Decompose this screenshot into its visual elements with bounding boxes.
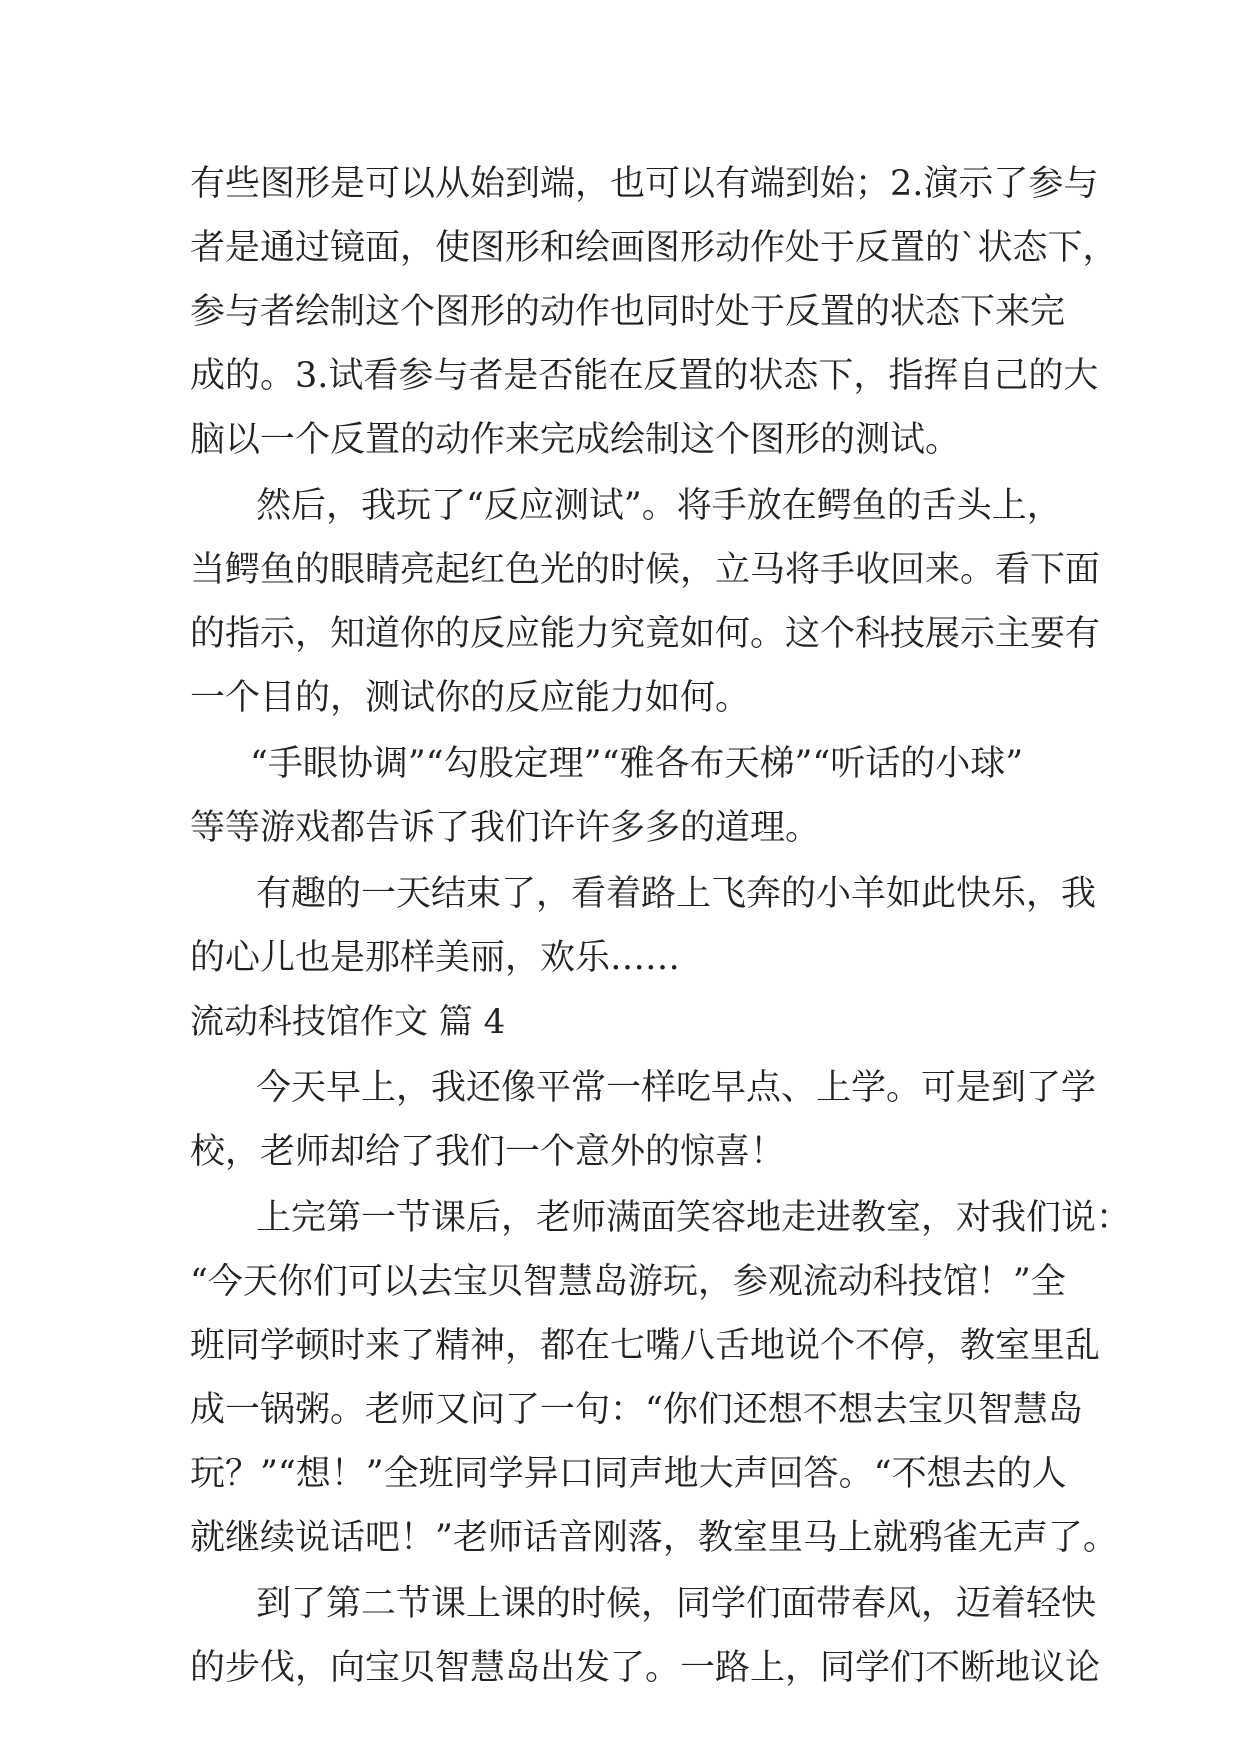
paragraph-first-line: 今天早上，我还像平常一样吃早点、上学。可是到了学 <box>256 1068 1097 1108</box>
paragraph-first-line: 上完第一节课后，老师满面笑容地走进教室，对我们说： <box>256 1198 1132 1238</box>
paragraph-first-line: 然后，我玩了“反应测试”。将手放在鳄鱼的舌头上， <box>256 486 1062 526</box>
text-line: “今天你们可以去宝贝智慧岛游玩，参观流动科技馆！”全 <box>190 1262 1066 1302</box>
text-line: 成一锅粥。老师又问了一句：“你们还想不想去宝贝智慧岛 <box>190 1390 1083 1430</box>
section-heading: 流动科技馆作文 篇 4 <box>190 1002 506 1042</box>
text-line: 脑以一个反置的动作来完成绘制这个图形的测试。 <box>190 420 961 460</box>
text-line: 就继续说话吧！”老师话音刚落，教室里马上就鸦雀无声了。 <box>190 1518 1118 1558</box>
text-line: 等等游戏都告诉了我们许许多多的道理。 <box>190 808 821 848</box>
text-line: 有些图形是可以从始到端，也可以有端到始；2.演示了参与 <box>190 164 1099 204</box>
text-line: 校，老师却给了我们一个意外的惊喜！ <box>190 1132 786 1172</box>
text-line: 的指示，知道你的反应能力究竟如何。这个科技展示主要有 <box>190 614 1101 654</box>
paragraph-first-line: 有趣的一天结束了，看着路上飞奔的小羊如此快乐，我 <box>256 874 1097 914</box>
text-line: 当鳄鱼的眼睛亮起红色光的时候，立马将手收回来。看下面 <box>190 550 1101 590</box>
paragraph-first-line: 到了第二节课上课的时候，同学们面带春风，迈着轻快 <box>256 1584 1097 1624</box>
text-line: 班同学顿时来了精神，都在七嘴八舌地说个不停，教室里乱 <box>190 1326 1101 1366</box>
text-line: 一个目的，测试你的反应能力如何。 <box>190 678 751 718</box>
text-line: 者是通过镜面，使图形和绘画图形动作处于反置的`状态下， <box>190 228 1118 268</box>
text-line: 参与者绘制这个图形的动作也同时处于反置的状态下来完 <box>190 292 1066 332</box>
text-line: 的心儿也是那样美丽，欢乐…… <box>190 938 681 978</box>
text-line: 的步伐，向宝贝智慧岛出发了。一路上，同学们不断地议论 <box>190 1648 1101 1688</box>
text-line: 玩？”“想！”全班同学异口同声地大声回答。“不想去的人 <box>190 1454 1067 1494</box>
paragraph-first-line: “手眼协调”“勾股定理”“雅各布天梯”“听话的小球” <box>250 744 1024 784</box>
text-line: 成的。3.试看参与者是否能在反置的状态下，指挥自己的大 <box>190 356 1099 396</box>
